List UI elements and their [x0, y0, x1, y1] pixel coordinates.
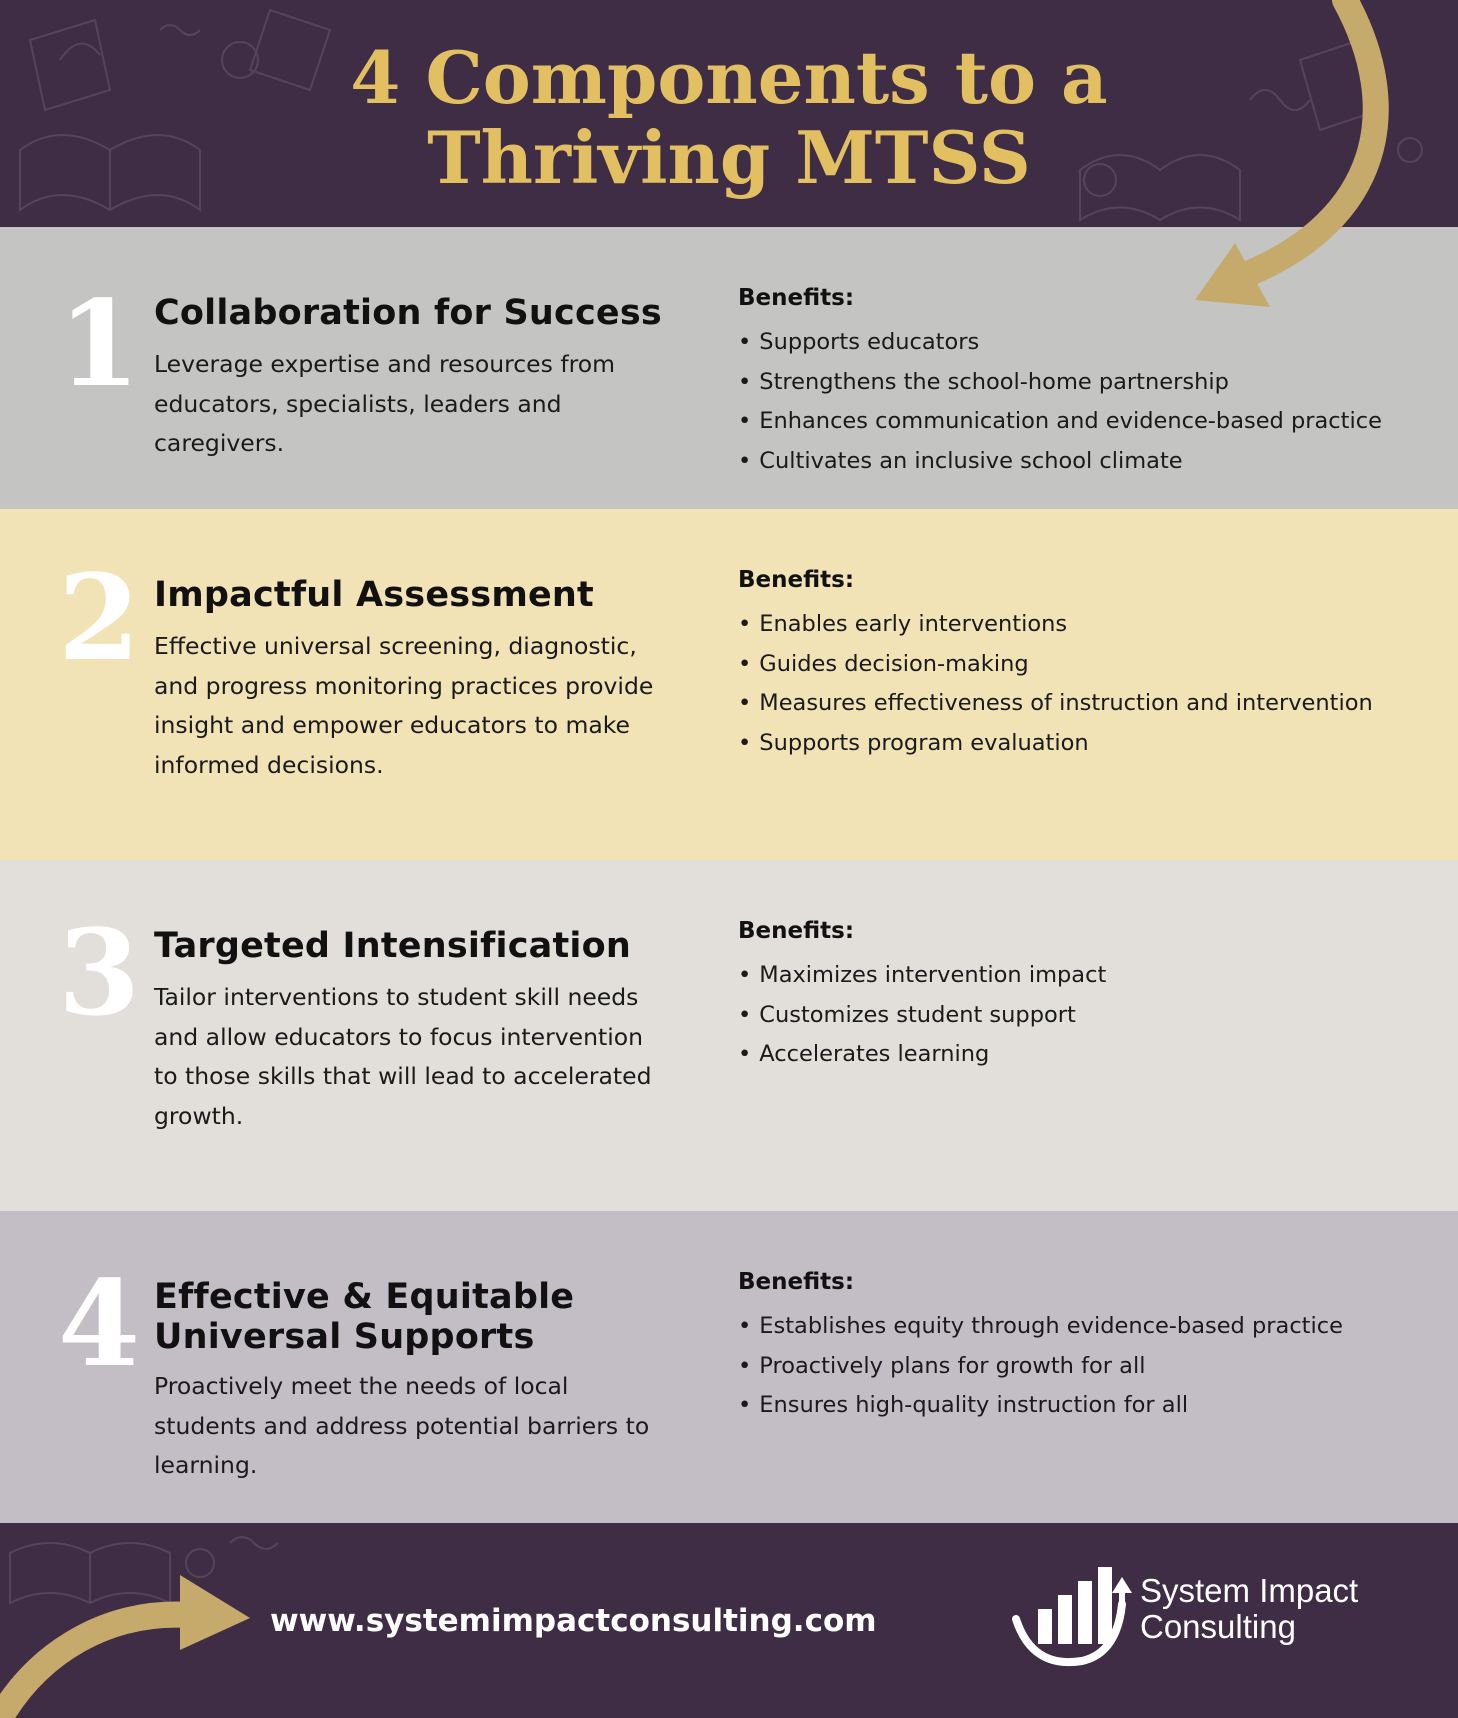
component-number: 1 [57, 274, 141, 413]
benefits-label: Benefits: [738, 567, 855, 593]
benefit-item: • Measures effectiveness of instruction and intervention [738, 684, 1438, 724]
benefit-item: • Maximizes intervention impact [738, 956, 1438, 996]
benefits-label: Benefits: [738, 285, 855, 311]
component-description: Proactively meet the needs of local students and address potential barriers to learning. [154, 1372, 650, 1479]
benefits-label: Benefits: [738, 918, 855, 944]
heading-line: Collaboration for Success [154, 293, 662, 333]
heading-line: Universal Supports [154, 1317, 535, 1357]
heading-line: Targeted Intensification [154, 926, 631, 966]
benefits-block [738, 566, 1438, 763]
component-number: 4 [57, 1254, 141, 1393]
component-section-3 [0, 860, 1458, 1211]
brand-line-2: Consulting [1140, 1608, 1296, 1645]
curved-arrow-decoration-top [0, 0, 1458, 320]
benefit-item: • Ensures high-quality instruction for all [738, 1386, 1438, 1426]
benefit-item: • Supports program evaluation [738, 724, 1438, 764]
component-heading [154, 926, 631, 966]
benefits-list [738, 1307, 1438, 1426]
benefit-item: • Cultivates an inclusive school climate [738, 442, 1438, 482]
component-description: Tailor interventions to student skill needs and allow educators to focus intervention to those skills that will lead to accelerated growth. [154, 983, 652, 1130]
benefits-list [738, 605, 1438, 763]
component-number: 3 [57, 903, 141, 1042]
benefit-item: • Establishes equity through evidence-based practice [738, 1307, 1438, 1347]
component-description: Effective universal screening, diagnostic, and progress monitoring practices provide insight and empower educators to make informed decisions. [154, 632, 654, 779]
heading-line: Effective & Equitable [154, 1277, 575, 1317]
brand-name [1140, 1573, 1358, 1645]
component-section-2 [0, 509, 1458, 860]
system-impact-logo [1012, 1559, 1137, 1669]
benefits-label: Benefits: [738, 1269, 855, 1295]
benefits-block [738, 917, 1438, 1075]
footer-banner [0, 1523, 1458, 1718]
website-link[interactable]: www.systemimpactconsulting.com [270, 1603, 877, 1639]
title-line-1: 4 Components to a [350, 35, 1108, 120]
benefit-item: • Enhances communication and evidence-based practice [738, 402, 1438, 442]
component-number: 2 [57, 548, 141, 687]
benefits-block [738, 1268, 1438, 1426]
benefit-item: • Supports educators [738, 323, 1438, 363]
benefit-item: • Strengthens the school-home partnership [738, 363, 1438, 403]
benefits-list [738, 323, 1438, 481]
benefits-list [738, 956, 1438, 1075]
benefit-item: • Proactively plans for growth for all [738, 1347, 1438, 1387]
component-section-4 [0, 1211, 1458, 1523]
brand-line-1: System Impact [1140, 1572, 1359, 1609]
component-heading [154, 575, 594, 615]
component-description: Leverage expertise and resources from educators, specialists, leaders and caregivers. [154, 350, 616, 457]
benefit-item: • Accelerates learning [738, 1035, 1438, 1075]
benefit-item: • Customizes student support [738, 996, 1438, 1036]
heading-line: Impactful Assessment [154, 575, 594, 615]
component-heading [154, 1277, 574, 1357]
title-line-2: Thriving MTSS [427, 115, 1031, 200]
benefit-item: • Guides decision-making [738, 645, 1438, 685]
benefit-item: • Enables early interventions [738, 605, 1438, 645]
